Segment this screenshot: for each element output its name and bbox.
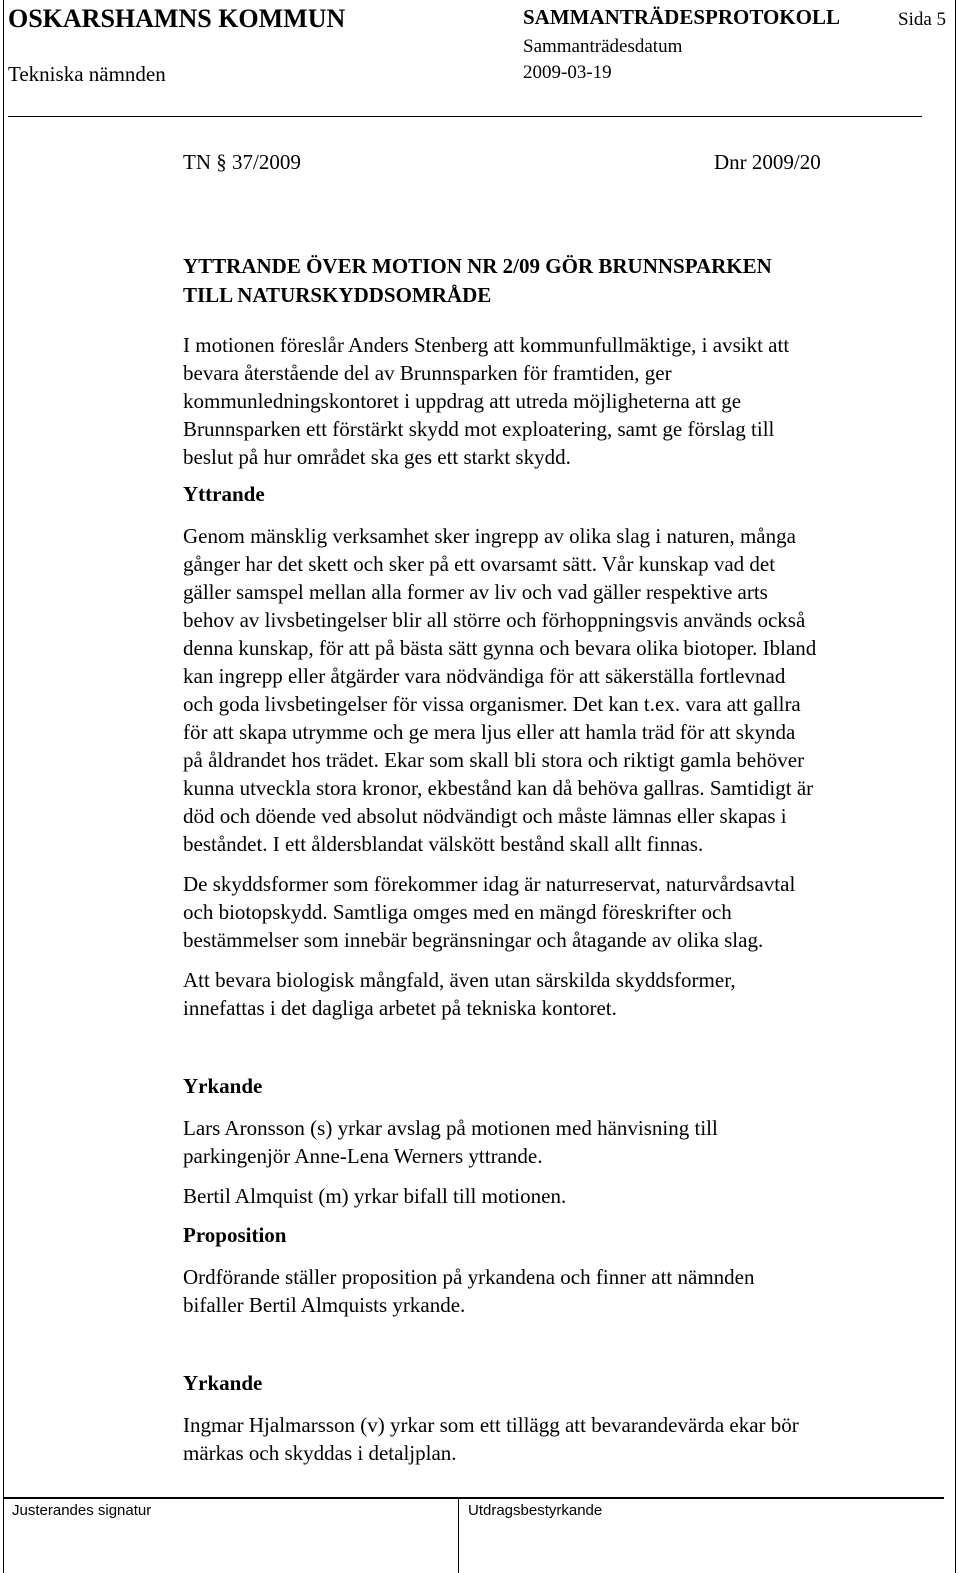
- yttrande-paragraph: [183, 522, 923, 858]
- text-line: gånger har det skett och sker på ett ovarsamt sätt. Vår kunskap vad det: [183, 552, 776, 576]
- text-line: för att skapa utrymme och ge mera ljus eller att hamla träd för att skynda: [183, 720, 796, 744]
- meeting-date-label: Sammanträdesdatum: [523, 36, 683, 57]
- text-line: innefattas i det dagliga arbetet på tekniska kontoret.: [183, 996, 617, 1020]
- yttrande-paragraph: [183, 966, 923, 1022]
- text-line: denna kunskap, för att på bästa sätt gynna och bevara olika biotoper. Ibland: [183, 636, 817, 660]
- text-line: parkingenjör Anne-Lena Werners yttrande.: [183, 1144, 543, 1168]
- text-line: behov av livsbetingelser blir all större och förhoppningsvis används också: [183, 608, 806, 632]
- text-line: Lars Aronsson (s) yrkar avslag på motionen med hänvisning till: [183, 1116, 718, 1140]
- yttrande-heading: Yttrande: [183, 482, 265, 506]
- text-line: märkas och skyddas i detaljplan.: [183, 1441, 457, 1465]
- case-title-line: TILL NATURSKYDDSOMRÅDE: [183, 283, 492, 307]
- text-line: bifaller Bertil Almquists yrkande.: [183, 1293, 466, 1317]
- page-number: Sida 5: [898, 9, 947, 30]
- text-line: Bertil Almquist (m) yrkar bifall till motionen.: [183, 1184, 567, 1208]
- left-margin-line: [3, 0, 4, 1573]
- proposition-paragraph: [183, 1263, 923, 1319]
- text-line: Brunnsparken ett förstärkt skydd mot exploatering, samt ge förslag till: [183, 417, 775, 441]
- signature-label: Justerandes signatur: [12, 1502, 152, 1519]
- footer-divider: [458, 1497, 459, 1573]
- yrkande-paragraph: [183, 1182, 923, 1210]
- text-line: kommunledningskontoret i uppdrag att utreda möjligheterna att ge: [183, 389, 742, 413]
- yrkande-paragraph: [183, 1114, 923, 1170]
- text-line: bestämmelser som innebär begränsningar och åtagande av olika slag.: [183, 928, 764, 952]
- text-line: Ordförande ställer proposition på yrkandena och finner att nämnden: [183, 1265, 755, 1289]
- yrkande-paragraph: [183, 1411, 923, 1467]
- case-number: Dnr 2009/20: [714, 150, 821, 174]
- text-line: beståndet. I ett åldersblandat välskött bestånd skall allt finnas.: [183, 832, 704, 856]
- extract-label: Utdragsbestyrkande: [468, 1502, 603, 1519]
- document-type: SAMMANTRÄDESPROTOKOLL: [523, 5, 840, 29]
- text-line: kunna utveckla stora kronor, ekbestånd kan då behöva gallras. Samtidigt är: [183, 776, 814, 800]
- yttrande-paragraph: [183, 870, 923, 954]
- text-line: De skyddsformer som förekommer idag är naturreservat, naturvårdsavtal: [183, 872, 796, 896]
- text-line: gäller samspel mellan alla former av liv och vad gäller respektive arts: [183, 580, 768, 604]
- motion-summary: [183, 331, 923, 471]
- text-line: och goda livsbetingelser för vissa organismer. Det kan t.ex. vara att gallra: [183, 692, 801, 716]
- meeting-date: 2009-03-19: [523, 62, 612, 83]
- text-line: Ingmar Hjalmarsson (v) yrkar som ett tillägg att bevarandevärda ekar bör: [183, 1413, 799, 1437]
- text-line: bevara återstående del av Brunnsparken för framtiden, ger: [183, 361, 672, 385]
- text-line: död och döende ved absolut nödvändigt och måste lämnas eller skapas i: [183, 804, 787, 828]
- footer-rule: [4, 1497, 944, 1499]
- text-line: Genom mänsklig verksamhet sker ingrepp av olika slag i naturen, många: [183, 524, 796, 548]
- yrkande-heading: Yrkande: [183, 1074, 263, 1098]
- text-line: på åldrandet hos trädet. Ekar som skall bli stora och riktigt gamla behöver: [183, 748, 805, 772]
- board-name: Tekniska nämnden: [8, 62, 166, 86]
- yrkande-heading: Yrkande: [183, 1371, 263, 1395]
- header-rule: [8, 116, 922, 117]
- text-line: beslut på hur området ska ges ett starkt skydd.: [183, 445, 571, 469]
- text-line: kan ingrepp eller åtgärder vara nödvändiga för att säkerställa fortlevnad: [183, 664, 786, 688]
- case-title-line: YTTRANDE ÖVER MOTION NR 2/09 GÖR BRUNNSPARKEN: [183, 254, 772, 278]
- section-number: TN § 37/2009: [183, 150, 301, 174]
- text-line: och biotopskydd. Samtliga omges med en mängd föreskrifter och: [183, 900, 732, 924]
- text-line: I motionen föreslår Anders Stenberg att kommunfullmäktige, i avsikt att: [183, 333, 790, 357]
- case-title: [183, 252, 772, 310]
- organization-name: OSKARSHAMNS KOMMUN: [8, 4, 346, 33]
- right-margin-line: [955, 0, 956, 1573]
- text-line: Att bevara biologisk mångfald, även utan särskilda skyddsformer,: [183, 968, 736, 992]
- proposition-heading: Proposition: [183, 1223, 287, 1247]
